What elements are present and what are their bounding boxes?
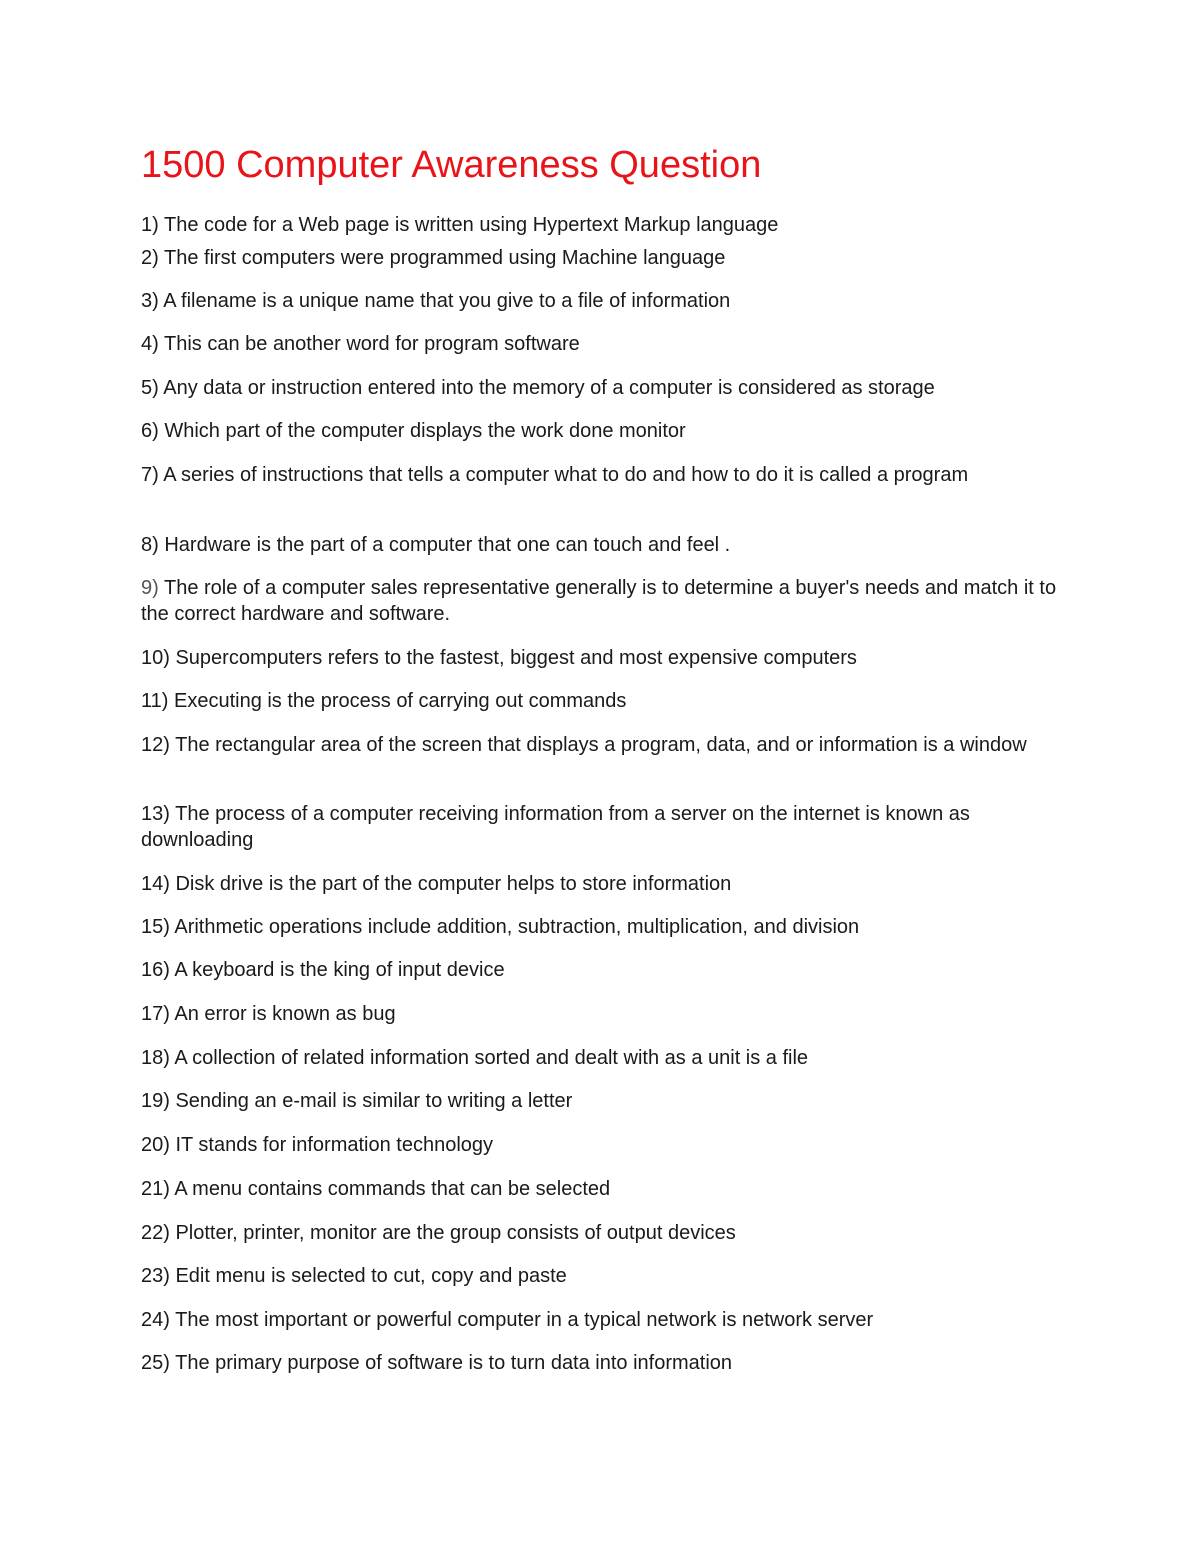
- question-item: [141, 1088, 1071, 1114]
- question-item: [141, 871, 1071, 897]
- question-item: [141, 418, 1071, 444]
- question-item: [141, 1176, 1071, 1202]
- question-number: 19): [141, 1090, 170, 1112]
- question-number: 6): [141, 420, 159, 442]
- question-item: [141, 1263, 1071, 1289]
- question-text: Hardware is the part of a computer that one can touch and feel .: [158, 534, 731, 556]
- question-number: 16): [141, 959, 170, 981]
- question-item: [141, 1350, 1071, 1376]
- question-number: 17): [141, 1003, 170, 1025]
- question-item: [141, 732, 1071, 758]
- question-item: [141, 645, 1071, 671]
- question-item: [141, 532, 1071, 558]
- question-text: Executing is the process of carrying out commands: [168, 690, 627, 712]
- question-number: 20): [141, 1134, 170, 1156]
- question-item: [141, 375, 1071, 401]
- question-item: [141, 801, 1071, 853]
- question-text: A series of instructions that tells a computer what to do and how to do it is called a program: [158, 464, 969, 486]
- question-text: This can be another word for program software: [158, 333, 580, 355]
- question-item: [141, 1307, 1071, 1333]
- question-text: Edit menu is selected to cut, copy and paste: [169, 1265, 567, 1287]
- question-number: 3): [141, 290, 159, 312]
- question-text: A menu contains commands that can be selected: [169, 1178, 611, 1200]
- question-number: 18): [141, 1047, 170, 1069]
- question-text: IT stands for information technology: [169, 1134, 494, 1156]
- question-item: [141, 331, 1071, 357]
- question-text: The role of a computer sales representative generally is to determine a buyer's needs and match it to the correct hardware and software.: [141, 577, 1057, 625]
- question-text: Any data or instruction entered into the memory of a computer is considered as storage: [158, 377, 935, 399]
- question-item: [141, 914, 1071, 940]
- page-title: 1500 Computer Awareness Question: [141, 144, 762, 186]
- question-number: 11): [141, 690, 169, 712]
- question-number: 4): [141, 333, 159, 355]
- question-text: The process of a computer receiving information from a server on the internet is known as downloading: [141, 803, 970, 851]
- question-text: Sending an e-mail is similar to writing a letter: [169, 1090, 573, 1112]
- question-number: 15): [141, 916, 170, 938]
- question-item: [141, 1001, 1071, 1027]
- question-item: [141, 212, 1071, 238]
- question-text: An error is known as bug: [169, 1003, 396, 1025]
- question-number: 10): [141, 647, 170, 669]
- question-number: 21): [141, 1178, 170, 1200]
- question-number: 2): [141, 247, 159, 269]
- question-number: 24): [141, 1309, 170, 1331]
- question-text: A keyboard is the king of input device: [169, 959, 505, 981]
- question-text: The rectangular area of the screen that displays a program, data, and or information is a window: [169, 734, 1027, 756]
- question-text: A filename is a unique name that you give to a file of information: [158, 290, 731, 312]
- question-text: Disk drive is the part of the computer helps to store information: [169, 873, 732, 895]
- question-item: [141, 1045, 1071, 1071]
- question-number: 5): [141, 377, 159, 399]
- question-number: 1): [141, 214, 159, 236]
- question-number: 12): [141, 734, 170, 756]
- question-item: [141, 575, 1071, 627]
- question-item: [141, 1220, 1071, 1246]
- question-text: A collection of related information sorted and dealt with as a unit is a file: [169, 1047, 809, 1069]
- question-text: Plotter, printer, monitor are the group consists of output devices: [169, 1222, 736, 1244]
- question-number: 9): [141, 577, 159, 599]
- question-item: [141, 245, 1071, 271]
- question-number: 8): [141, 534, 159, 556]
- question-text: Which part of the computer displays the work done monitor: [158, 420, 686, 442]
- question-item: [141, 462, 1071, 488]
- question-item: [141, 1132, 1071, 1158]
- question-text: The code for a Web page is written using Hypertext Markup language: [158, 214, 779, 236]
- question-text: Arithmetic operations include addition, subtraction, multiplication, and division: [169, 916, 860, 938]
- question-text: The most important or powerful computer in a typical network is network server: [169, 1309, 874, 1331]
- question-number: 7): [141, 464, 159, 486]
- question-item: [141, 288, 1071, 314]
- question-text: Supercomputers refers to the fastest, biggest and most expensive computers: [169, 647, 857, 669]
- question-item: [141, 957, 1071, 983]
- question-number: 14): [141, 873, 170, 895]
- question-number: 25): [141, 1352, 170, 1374]
- question-number: 23): [141, 1265, 170, 1287]
- question-item: [141, 688, 1071, 714]
- question-number: 22): [141, 1222, 170, 1244]
- question-text: The first computers were programmed using Machine language: [158, 247, 726, 269]
- question-text: The primary purpose of software is to turn data into information: [169, 1352, 733, 1374]
- question-number: 13): [141, 803, 170, 825]
